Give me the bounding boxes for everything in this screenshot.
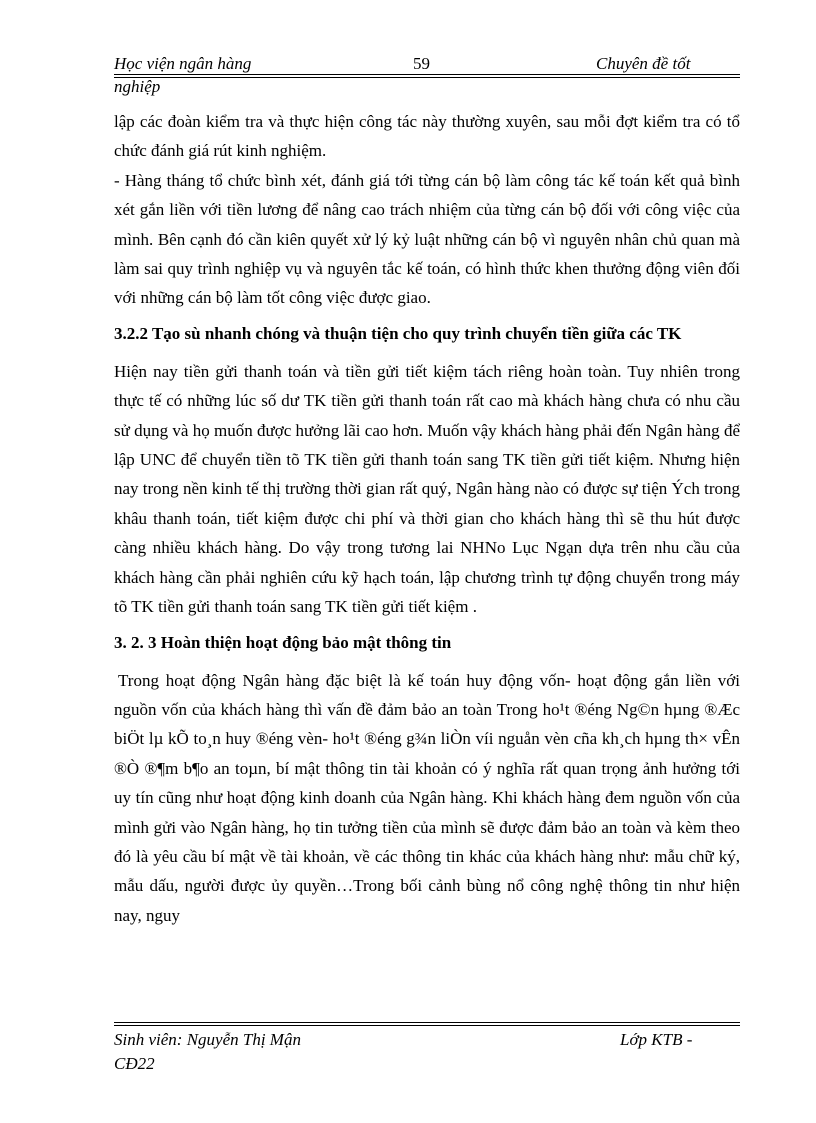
- footer-rule-bottom: [114, 1025, 740, 1026]
- section-heading: 3.2.2 Tạo sù nhanh chóng và thuận tiện cho quy trình chuyển tiền giữa các TK: [114, 323, 682, 343]
- page-number: 59: [413, 54, 430, 73]
- paragraph: - Hàng tháng tổ chức bình xét, đánh giá tới từng cán bộ làm công tác kế toán kết quả bình xét gắn liền với tiền lương để nâng cao trách nhiệm của từng cán bộ đối với công việc của mình. Bên cạnh đó cần kiên quyết xử lý kỷ luật những cán bộ vì nguyên nhân chủ quan mà làm sai quy trình nghiệp vụ và nguyên tắc kế toán, có hình thức khen thưởng động viên đối với những cán bộ làm tốt công việc được giao.: [114, 170, 740, 308]
- footer-rule-top: [114, 1022, 740, 1023]
- paragraph: Trong hoạt động Ngân hàng đặc biệt là kế toán huy động vốn- hoạt động gắn liền với nguồn vốn của khách hàng thì vấn đề đảm bảo an toàn Trong ho¹t ®éng Ng©n hµng ®Æc biÖt lµ kÕ to¸n huy ®éng vèn- ho¹t ®éng g¾n liÒn víi nguån vèn cña kh¸ch hµng th× vÊn ®Ò ®¶m b¶o an toµn, bí mật thông tin tài khoản có ý nghĩa rất quan trọng ảnh hưởng tới uy tín cũng như hoạt động kinh doanh của Ngân hàng. Khi khách hàng đem nguồn vốn của mình gửi vào Ngân hàng, họ tin tưởng tiền của mình sẽ được đảm bảo an toàn và kèm theo đó là yêu cầu bí mật về tài khoản, về các thông tin khác của khách hàng như: mẫu chữ ký, mẫu dấu, người được ủy quyền…Trong bối cảnh bùng nổ công nghệ thông tin như hiện nay, nguy: [114, 670, 740, 925]
- header-title-continued: nghiệp: [114, 77, 161, 96]
- footer-class-continued: CĐ22: [114, 1054, 155, 1073]
- header-school: Học viện ngân hàng: [114, 54, 252, 73]
- header-title: Chuyên đề tốt: [596, 54, 691, 73]
- header-rule-top: [114, 74, 740, 75]
- paragraph: Hiện nay tiền gửi thanh toán và tiền gửi tiết kiệm tách riêng hoàn toàn. Tuy nhiên trong thực tế có những lúc số dư TK tiền gửi thanh toán rất cao mà khách hàng chưa có nhu cầu sử dụng và họ muốn được hưởng lãi cao hơn. Muốn vậy khách hàng phải đến Ngân hàng để lập UNC để chuyển tiền tõ TK tiền gửi thanh toán sang TK tiền gửi tiết kiệm. Nhưng hiện nay trong nền kinh tế thị trường thời gian rất quý, Ngân hàng nào có được sự tiện Ých trong khâu thanh toán, tiết kiệm được chi phí và thời gian cho khách hàng thì sẽ thu hút được càng nhiều khách hàng. Do vậy trong tương lai NHNo Lục Ngạn dựa trên nhu cầu của khách hàng cần phải nghiên cứu kỹ hạch toán, lập chương trình tự động chuyển trong máy tõ TK tiền gửi thanh toán sang TK tiền gửi tiết kiệm .: [114, 361, 740, 617]
- paragraph: lập các đoàn kiểm tra và thực hiện công tác này thường xuyên, sau mỗi đợt kiểm tra có tổ chức đánh giá rút kinh nghiệm.: [114, 112, 740, 161]
- footer-student: Sinh viên: Nguyễn Thị Mận: [114, 1030, 301, 1049]
- header-rule-bottom: [114, 77, 740, 78]
- body-text: [114, 107, 740, 930]
- section-heading: 3. 2. 3 Hoàn thiện hoạt động bảo mật thông tin: [114, 632, 452, 652]
- footer-class: Lớp KTB -: [620, 1030, 693, 1049]
